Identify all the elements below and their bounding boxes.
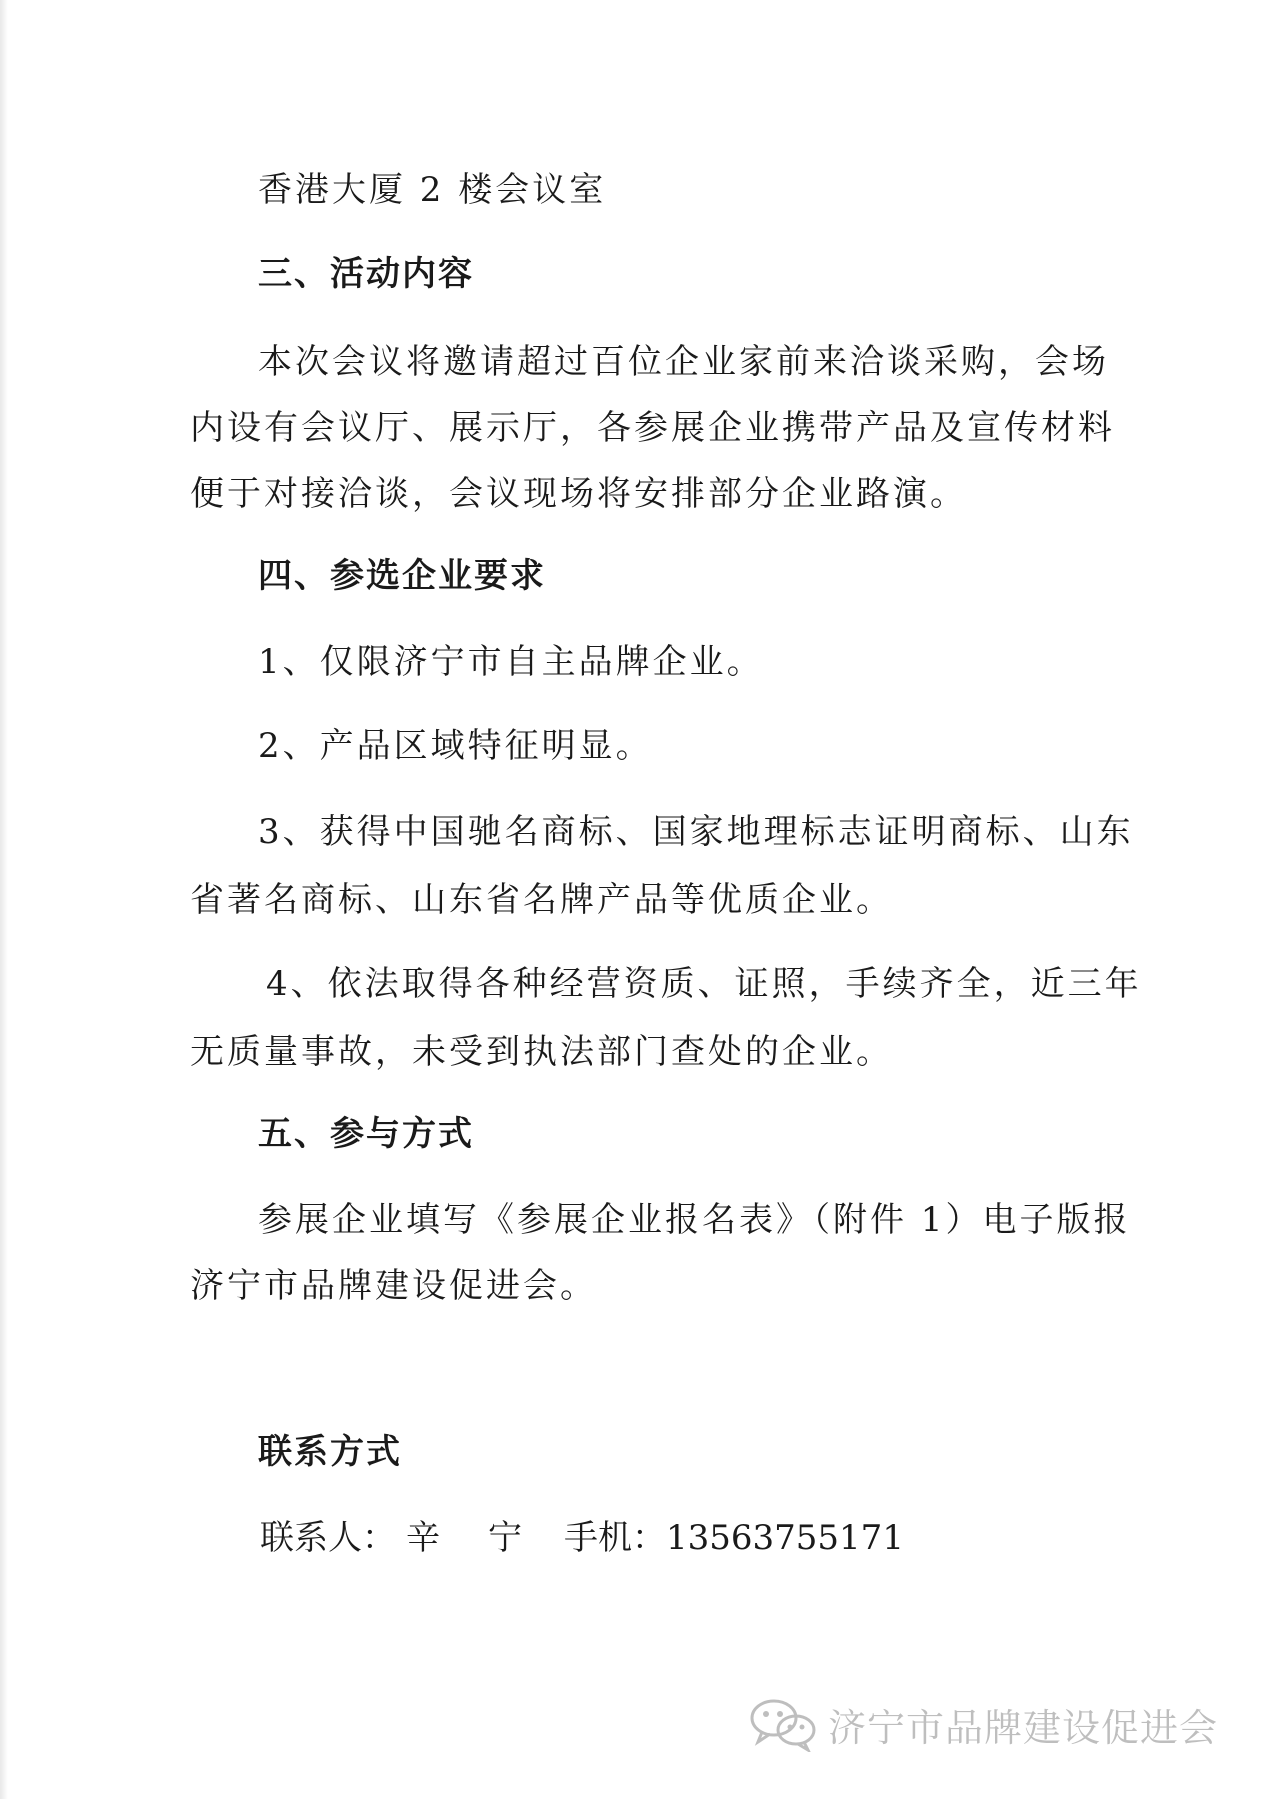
section-3-paragraph-line-2: 内设有会议厅、展示厅，各参展企业携带产品及宣传材料 [190,408,1115,448]
contact-person-label: 联系人： [260,1518,396,1558]
contact-heading: 联系方式 [258,1432,402,1472]
section-4-heading: 四、参选企业要求 [258,556,546,596]
wechat-icon [748,1696,818,1752]
section-5-paragraph-line-1: 参展企业填写《参展企业报名表》（附件 1）电子版报 [258,1200,1131,1240]
requirement-4-line-2: 无质量事故，未受到执法部门查处的企业。 [190,1032,893,1072]
requirement-2: 2、产品区域特征明显。 [258,726,653,766]
scan-shadow [0,0,8,1799]
section-5-heading: 五、参与方式 [258,1114,474,1154]
contact-person-name-part-1: 辛 [406,1518,440,1558]
requirement-3-line-1: 3、获得中国驰名商标、国家地理标志证明商标、山东 [258,812,1134,852]
section-3-heading: 三、活动内容 [258,254,474,294]
section-3-paragraph-line-1: 本次会议将邀请超过百位企业家前来洽谈采购，会场 [258,342,1109,382]
section-3-paragraph-line-3: 便于对接洽谈，会议现场将安排部分企业路演。 [190,474,967,514]
requirement-3-line-2: 省著名商标、山东省名牌产品等优质企业。 [190,880,893,920]
contact-person-name-part-2: 宁 [488,1518,522,1558]
location-line: 香港大厦 2 楼会议室 [258,170,607,210]
contact-phone-number: 13563755171 [666,1518,904,1558]
watermark-text: 济宁市品牌建设促进会 [828,1705,1219,1750]
contact-phone-label: 手机： [564,1518,666,1558]
section-5-paragraph-line-2: 济宁市品牌建设促进会。 [190,1266,597,1306]
wechat-watermark [748,1694,1218,1754]
requirement-1: 1、仅限济宁市自主品牌企业。 [258,642,764,682]
contact-line [260,1518,904,1558]
requirement-4-line-1: 4、依法取得各种经营资质、证照，手续齐全，近三年 [266,964,1142,1004]
